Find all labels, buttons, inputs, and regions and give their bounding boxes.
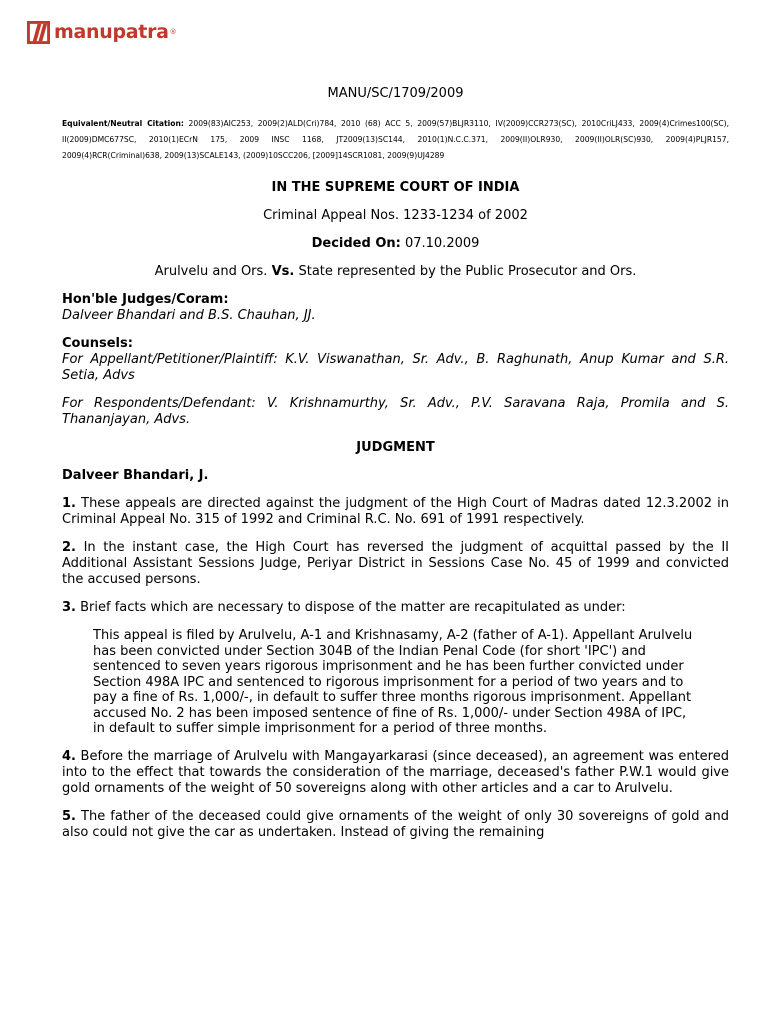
paragraph-number: 1. [62, 496, 76, 511]
appellant-name: Arulvelu and Ors. [154, 264, 268, 279]
equivalent-citation [62, 116, 729, 164]
paragraph-text: Before the marriage of Arulvelu with Mangayarkarasi (since deceased), an agreement was entered into to the effect that towards the consideration of the marriage, deceased's father P.W.1 would give gold ornaments of the weight of 50 sovereigns along with other articles and a car to Arulvelu. [62, 748, 729, 796]
equivalent-citation-label: Equivalent/Neutral Citation: [62, 119, 184, 128]
judges-names: Dalveer Bhandari and B.S. Chauhan, JJ. [62, 308, 316, 323]
paragraph-number: 3. [62, 600, 76, 615]
judges-header: Hon'ble Judges/Coram: [62, 292, 229, 307]
respondent-name: State represented by the Public Prosecutor and Ors. [298, 264, 637, 279]
judges-section [62, 292, 729, 324]
court-name: IN THE SUPREME COURT OF INDIA [271, 180, 520, 195]
decided-on [62, 236, 729, 251]
counsels-header: Counsels: [62, 336, 133, 351]
brand-name: manupatra [54, 21, 169, 43]
paragraph-text: Brief facts which are necessary to dispose of the matter are recapitulated as under: [80, 600, 626, 615]
versus-label: Vs. [271, 264, 295, 279]
paragraph-text: In the instant case, the High Court has reversed the judgment of acquittal passed by the II Additional Assistant Sessions Judge, Periyar District in Sessions Case No. 45 of 1999 and convicted the accused persons. [62, 540, 729, 587]
counsel-appellant: For Appellant/Petitioner/Plaintiff: K.V. Viswanathan, Sr. Adv., B. Raghunath, Anup Kumar and S.R. Setia, Advs [62, 352, 729, 383]
document-body [62, 86, 729, 853]
manupatra-logo-icon [27, 21, 50, 44]
registered-mark: ® [169, 28, 177, 36]
decided-on-label: Decided On: [311, 236, 401, 251]
counsel-respondent: For Respondents/Defendant: V. Krishnamurthy, Sr. Adv., P.V. Saravana Raja, Promila and S. Thananjayan, Advs. [62, 396, 729, 427]
paragraph-number: 2. [62, 540, 76, 555]
judgment-title: JUDGMENT [356, 440, 435, 455]
paragraph [62, 749, 729, 797]
case-number: Criminal Appeal Nos. 1233-1234 of 2002 [263, 208, 528, 223]
judgment-author: Dalveer Bhandari, J. [62, 468, 209, 483]
paragraph-text: The father of the deceased could give ornaments of the weight of only 30 sovereigns of gold and also could not give the car as undertaken. Instead of giving the remaining [62, 808, 729, 840]
equivalent-citation-text: 2009(83)AIC253, 2009(2)ALD(Cri)784, 2010 (68) ACC 5, 2009(57)BLJR3110, IV(2009)CCR273(SC), 2010CriLJ433, 2009(4)Crimes100(SC), II(2009)DMC677SC, 2010(1)ECrN 175, 2009 INSC 1168, JT2009(13)SC144, 2010(1)N.C.C.371, 2009(II)OLR930, 2009(II)OLR(SC)930, 2009(4)PLJR157, 2009(4)RCR(Criminal)638, 2009(13)SCALE143, (2009)10SCC206, [2009]14SCR1081, 2009(9)UJ4289 [62, 119, 730, 160]
manu-citation: MANU/SC/1709/2009 [327, 86, 464, 101]
decided-on-date: 07.10.2009 [404, 236, 480, 251]
paragraph-number: 5. [62, 808, 76, 824]
paragraph [62, 600, 729, 616]
manupatra-logo [27, 18, 177, 46]
block-quote: This appeal is filed by Arulvelu, A-1 and Krishnasamy, A-2 (father of A-1). Appellant Arulvelu has been convicted under Section 304B of the Indian Penal Code (for short 'IPC') and sentenced to seven years rigorous imprisonment and he has been further convicted under Section 498A IPC and sentenced to rigorous imprisonment for a period of two years and to pay a fine of Rs. 1,000/-, in default to suffer three months rigorous imprisonment. Appellant accused No. 2 has been imposed sentence of fine of Rs. 1,000/- under Section 498A of IPC, in default to suffer simple imprisonment for a period of three months. [93, 628, 693, 736]
paragraph-number: 4. [62, 748, 76, 764]
paragraph-text: These appeals are directed against the judgment of the High Court of Madras dated 12.3.2002 in Criminal Appeal No. 315 of 1992 and Criminal R.C. No. 691 of 1991 respectively. [62, 496, 729, 527]
paragraph [62, 809, 729, 841]
paragraph [62, 540, 729, 588]
counsels-section [62, 336, 729, 384]
paragraph [62, 496, 729, 528]
case-parties [62, 264, 729, 279]
